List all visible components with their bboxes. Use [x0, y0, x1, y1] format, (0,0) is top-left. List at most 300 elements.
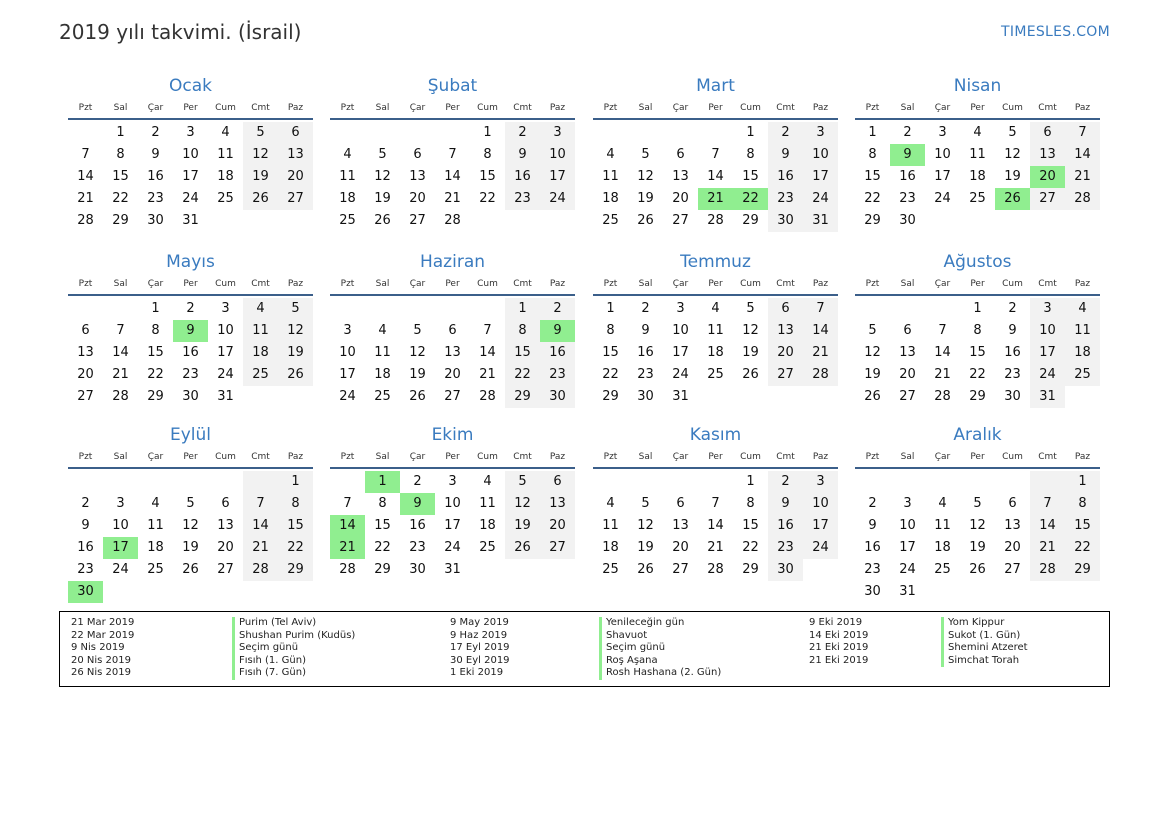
day-cell: 12	[742, 323, 759, 338]
weekday-label: Cum	[740, 452, 761, 462]
day-cell: 22	[147, 367, 164, 382]
weekday-header	[68, 447, 313, 469]
day-cell: 31	[1030, 386, 1065, 408]
day-cell: 25	[217, 191, 234, 206]
day-cell: 24	[182, 191, 199, 206]
day-cell: 5	[746, 301, 755, 316]
legend-date: 9 Haz 2019	[450, 629, 508, 641]
day-cell: 24	[672, 367, 689, 382]
legend-date: 30 Eyl 2019	[450, 654, 510, 666]
empty-cell	[400, 298, 435, 320]
day-cell: 31	[182, 213, 199, 228]
day-cell: 20	[278, 166, 313, 188]
weekday-label: Per	[970, 279, 985, 289]
weekday-header	[855, 447, 1100, 469]
day-cell: 8	[973, 323, 982, 338]
day-cell: 5	[973, 496, 982, 511]
legend-date: 22 Mar 2019	[71, 629, 135, 641]
day-cell: 10	[899, 518, 916, 533]
empty-cell	[628, 471, 663, 493]
day-cell: 15	[374, 518, 391, 533]
legend-holiday-name: Fısıh (1. Gün)	[232, 655, 355, 668]
weekday-label: Cmt	[1038, 103, 1057, 113]
day-cell: 20	[672, 191, 689, 206]
empty-cell	[68, 298, 103, 320]
day-cell: 18	[147, 540, 164, 555]
day-cell: 20	[217, 540, 234, 555]
day-grid	[330, 298, 575, 408]
day-cell: 26	[637, 562, 654, 577]
day-cell: 15	[969, 345, 986, 360]
day-cell: 9	[151, 147, 160, 162]
empty-cell	[365, 298, 400, 320]
day-cell: 22	[864, 191, 881, 206]
weekday-label: Sal	[638, 103, 653, 113]
day-cell: 7	[483, 323, 492, 338]
day-cell: 27	[672, 562, 689, 577]
day-cell: 28	[243, 559, 278, 581]
day-cell: 16	[899, 169, 916, 184]
weekday-header	[330, 98, 575, 120]
day-cell: 5	[378, 147, 387, 162]
day-cell: 12	[243, 144, 278, 166]
weekday-label: Cmt	[513, 103, 532, 113]
day-cell: 27	[1030, 188, 1065, 210]
day-cell: 13	[899, 345, 916, 360]
calendar-grid	[68, 74, 1102, 604]
weekday-header	[330, 447, 575, 469]
empty-cell	[68, 471, 103, 493]
empty-cell	[400, 122, 435, 144]
day-cell: 4	[221, 125, 230, 140]
weekday-label: Pzt	[78, 279, 93, 289]
day-cell: 8	[378, 496, 387, 511]
day-cell: 14	[1065, 144, 1100, 166]
day-cell: 9	[768, 144, 803, 166]
day-cell: 25	[479, 540, 496, 555]
empty-cell	[890, 298, 925, 320]
day-cell: 13	[444, 345, 461, 360]
day-cell: 20	[1004, 540, 1021, 555]
month-name: Nisan	[953, 76, 1002, 96]
legend-date: 21 Eki 2019	[809, 654, 869, 666]
day-cell: 11	[969, 147, 986, 162]
day-grid	[855, 471, 1100, 603]
day-cell: 9	[505, 144, 540, 166]
weekday-label: Per	[183, 103, 198, 113]
day-grid	[593, 471, 838, 581]
holiday-legend	[59, 611, 1110, 687]
day-cell: 14	[934, 345, 951, 360]
weekday-label: Cmt	[776, 279, 795, 289]
weekday-label: Sal	[900, 279, 915, 289]
day-cell: 27	[77, 389, 94, 404]
weekday-label: Paz	[287, 103, 304, 113]
day-cell: 3	[803, 471, 838, 493]
day-cell: 20	[77, 367, 94, 382]
empty-cell	[663, 471, 698, 493]
weekday-label: Per	[708, 452, 723, 462]
day-cell: 4	[483, 474, 492, 489]
day-cell: 3	[448, 474, 457, 489]
day-cell: 18	[217, 169, 234, 184]
day-cell: 1	[116, 125, 125, 140]
day-cell: 2	[186, 301, 195, 316]
day-cell: 20	[672, 540, 689, 555]
month-name: Kasım	[689, 425, 742, 445]
day-cell: 4	[973, 125, 982, 140]
day-cell: 7	[938, 323, 947, 338]
day-cell: 25	[1065, 364, 1100, 386]
day-cell: 9	[868, 518, 877, 533]
day-cell: 8	[746, 147, 755, 162]
holiday-day-cell: 9	[400, 493, 435, 515]
month-block	[68, 74, 313, 232]
weekday-label: Paz	[287, 452, 304, 462]
day-cell: 7	[1030, 493, 1065, 515]
day-cell: 1	[746, 125, 755, 140]
day-cell: 9	[641, 323, 650, 338]
day-cell: 13	[77, 345, 94, 360]
day-cell: 2	[413, 474, 422, 489]
month-block	[593, 250, 838, 408]
weekday-label: Paz	[812, 452, 829, 462]
day-cell: 4	[606, 147, 615, 162]
legend-holiday-name: Yom Kippur	[941, 617, 1028, 630]
day-cell: 21	[803, 342, 838, 364]
day-cell: 23	[77, 562, 94, 577]
day-cell: 1	[746, 474, 755, 489]
empty-cell	[925, 298, 960, 320]
weekday-label: Cum	[215, 103, 236, 113]
legend-date: 14 Eki 2019	[809, 629, 869, 641]
empty-cell	[890, 471, 925, 493]
day-cell: 24	[803, 188, 838, 210]
empty-cell	[208, 471, 243, 493]
day-cell: 3	[540, 122, 575, 144]
day-cell: 13	[1004, 518, 1021, 533]
day-cell: 24	[540, 188, 575, 210]
day-cell: 4	[151, 496, 160, 511]
day-cell: 5	[505, 471, 540, 493]
holiday-day-cell: 9	[173, 320, 208, 342]
day-cell: 6	[81, 323, 90, 338]
day-cell: 25	[602, 213, 619, 228]
day-cell: 31	[444, 562, 461, 577]
day-cell: 28	[1030, 559, 1065, 581]
legend-date: 21 Mar 2019	[71, 617, 135, 628]
day-cell: 19	[409, 367, 426, 382]
legend-holiday-name: Seçim günü	[599, 642, 721, 655]
day-cell: 5	[278, 298, 313, 320]
day-cell: 2	[505, 122, 540, 144]
legend-holiday-name: Purim (Tel Aviv)	[232, 617, 355, 630]
weekday-label: Cmt	[776, 103, 795, 113]
day-cell: 6	[768, 298, 803, 320]
weekday-label: Cum	[477, 452, 498, 462]
day-cell: 12	[374, 169, 391, 184]
day-cell: 22	[969, 367, 986, 382]
weekday-label: Pzt	[865, 279, 880, 289]
day-cell: 13	[672, 518, 689, 533]
holiday-day-cell: 26	[995, 188, 1030, 210]
day-cell: 28	[934, 389, 951, 404]
day-cell: 5	[243, 122, 278, 144]
month-name: Ekim	[431, 425, 474, 445]
day-cell: 15	[278, 515, 313, 537]
day-cell: 3	[903, 496, 912, 511]
day-cell: 12	[969, 518, 986, 533]
day-cell: 29	[147, 389, 164, 404]
weekday-label: Sal	[113, 452, 128, 462]
day-cell: 29	[864, 213, 881, 228]
day-cell: 8	[116, 147, 125, 162]
day-cell: 21	[479, 367, 496, 382]
day-cell: 15	[505, 342, 540, 364]
weekday-label: Çar	[147, 103, 164, 113]
day-cell: 6	[278, 122, 313, 144]
day-cell: 19	[278, 342, 313, 364]
weekday-label: Cum	[740, 279, 761, 289]
day-cell: 11	[479, 496, 496, 511]
day-cell: 22	[1065, 537, 1100, 559]
empty-cell	[435, 298, 470, 320]
day-cell: 15	[479, 169, 496, 184]
empty-cell	[663, 122, 698, 144]
day-cell: 31	[672, 389, 689, 404]
day-cell: 12	[182, 518, 199, 533]
day-cell: 16	[864, 540, 881, 555]
day-cell: 28	[1065, 188, 1100, 210]
weekday-label: Per	[445, 279, 460, 289]
day-cell: 30	[1004, 389, 1021, 404]
weekday-label: Sal	[113, 103, 128, 113]
day-cell: 15	[112, 169, 129, 184]
holiday-day-cell: 30	[68, 581, 103, 603]
day-cell: 23	[505, 188, 540, 210]
weekday-label: Per	[183, 452, 198, 462]
day-cell: 17	[444, 518, 461, 533]
day-cell: 14	[444, 169, 461, 184]
day-cell: 20	[444, 367, 461, 382]
day-cell: 10	[803, 493, 838, 515]
day-cell: 22	[602, 367, 619, 382]
day-cell: 1	[1065, 471, 1100, 493]
legend-holiday-name: Simchat Torah	[941, 655, 1028, 668]
day-cell: 4	[711, 301, 720, 316]
weekday-label: Çar	[672, 452, 689, 462]
day-cell: 8	[505, 320, 540, 342]
day-cell: 14	[112, 345, 129, 360]
day-cell: 9	[1008, 323, 1017, 338]
day-cell: 22	[505, 364, 540, 386]
day-cell: 3	[221, 301, 230, 316]
day-cell: 19	[1004, 169, 1021, 184]
day-cell: 14	[707, 169, 724, 184]
day-cell: 13	[672, 169, 689, 184]
day-cell: 11	[602, 518, 619, 533]
day-cell: 14	[803, 320, 838, 342]
weekday-label: Per	[970, 103, 985, 113]
empty-cell	[593, 471, 628, 493]
holiday-day-cell: 9	[540, 320, 575, 342]
site-link[interactable]: TIMESLES.COM	[1001, 24, 1110, 40]
weekday-label: Cum	[215, 452, 236, 462]
day-cell: 25	[602, 562, 619, 577]
day-cell: 13	[409, 169, 426, 184]
day-cell: 25	[707, 367, 724, 382]
day-cell: 10	[672, 323, 689, 338]
day-cell: 13	[540, 493, 575, 515]
weekday-label: Pzt	[340, 279, 355, 289]
day-cell: 15	[602, 345, 619, 360]
day-cell: 4	[378, 323, 387, 338]
day-cell: 10	[1030, 320, 1065, 342]
day-cell: 17	[672, 345, 689, 360]
weekday-label: Sal	[638, 279, 653, 289]
weekday-label: Sal	[375, 452, 390, 462]
day-cell: 7	[343, 496, 352, 511]
empty-cell	[103, 471, 138, 493]
weekday-label: Per	[708, 103, 723, 113]
weekday-label: Cum	[477, 103, 498, 113]
day-cell: 30	[637, 389, 654, 404]
day-cell: 25	[374, 389, 391, 404]
day-cell: 20	[768, 342, 803, 364]
day-cell: 3	[803, 122, 838, 144]
weekday-label: Paz	[812, 279, 829, 289]
day-cell: 2	[1008, 301, 1017, 316]
day-cell: 24	[339, 389, 356, 404]
day-cell: 9	[768, 493, 803, 515]
day-cell: 11	[602, 169, 619, 184]
weekday-label: Cum	[1002, 103, 1023, 113]
day-cell: 5	[1008, 125, 1017, 140]
weekday-label: Paz	[812, 103, 829, 113]
day-cell: 23	[768, 537, 803, 559]
weekday-label: Çar	[409, 279, 426, 289]
day-cell: 19	[637, 191, 654, 206]
day-cell: 22	[278, 537, 313, 559]
day-cell: 8	[746, 496, 755, 511]
empty-cell	[173, 471, 208, 493]
day-cell: 2	[81, 496, 90, 511]
weekday-label: Pzt	[865, 103, 880, 113]
weekday-header	[855, 98, 1100, 120]
day-cell: 19	[742, 345, 759, 360]
day-cell: 30	[768, 559, 803, 581]
weekday-label: Çar	[934, 452, 951, 462]
day-cell: 8	[278, 493, 313, 515]
legend-name-column	[599, 617, 721, 680]
empty-cell	[960, 471, 995, 493]
day-cell: 12	[278, 320, 313, 342]
day-cell: 23	[540, 364, 575, 386]
weekday-label: Cmt	[513, 452, 532, 462]
day-cell: 10	[112, 518, 129, 533]
day-cell: 15	[864, 169, 881, 184]
weekday-label: Cum	[1002, 452, 1023, 462]
day-cell: 31	[899, 584, 916, 599]
weekday-label: Sal	[375, 279, 390, 289]
day-cell: 11	[217, 147, 234, 162]
day-cell: 3	[343, 323, 352, 338]
day-cell: 29	[374, 562, 391, 577]
day-cell: 5	[641, 496, 650, 511]
day-cell: 22	[112, 191, 129, 206]
day-cell: 28	[803, 364, 838, 386]
day-cell: 16	[768, 166, 803, 188]
holiday-day-cell: 22	[733, 188, 768, 210]
day-cell: 28	[339, 562, 356, 577]
weekday-label: Sal	[375, 103, 390, 113]
empty-cell	[855, 471, 890, 493]
empty-cell	[330, 298, 365, 320]
day-cell: 8	[1065, 493, 1100, 515]
legend-date: 20 Nis 2019	[71, 654, 131, 666]
day-cell: 1	[973, 301, 982, 316]
day-cell: 11	[374, 345, 391, 360]
weekday-label: Per	[445, 452, 460, 462]
day-cell: 5	[186, 496, 195, 511]
day-cell: 27	[768, 364, 803, 386]
day-cell: 6	[676, 147, 685, 162]
holiday-day-cell: 9	[890, 144, 925, 166]
empty-cell	[1030, 471, 1065, 493]
legend-holiday-name: Shavuot	[599, 630, 721, 643]
day-cell: 27	[1004, 562, 1021, 577]
day-cell: 13	[1030, 144, 1065, 166]
day-cell: 7	[711, 496, 720, 511]
weekday-label: Per	[445, 103, 460, 113]
day-cell: 4	[938, 496, 947, 511]
month-block	[68, 250, 313, 408]
day-cell: 13	[217, 518, 234, 533]
day-cell: 6	[676, 496, 685, 511]
day-cell: 2	[768, 471, 803, 493]
day-cell: 10	[339, 345, 356, 360]
day-cell: 1	[505, 298, 540, 320]
day-cell: 31	[217, 389, 234, 404]
day-cell: 23	[147, 191, 164, 206]
day-cell: 19	[243, 166, 278, 188]
legend-holiday-name: Fısıh (7. Gün)	[232, 667, 355, 680]
day-cell: 6	[221, 496, 230, 511]
day-cell: 8	[151, 323, 160, 338]
weekday-label: Çar	[672, 279, 689, 289]
day-cell: 11	[147, 518, 164, 533]
empty-cell	[243, 471, 278, 493]
weekday-header	[593, 447, 838, 469]
day-cell: 27	[540, 537, 575, 559]
weekday-label: Sal	[638, 452, 653, 462]
day-cell: 19	[969, 540, 986, 555]
day-cell: 7	[243, 493, 278, 515]
legend-holiday-name: Seçim günü	[232, 642, 355, 655]
month-block	[330, 423, 575, 581]
day-cell: 19	[864, 367, 881, 382]
day-cell: 1	[868, 125, 877, 140]
weekday-label: Per	[708, 279, 723, 289]
day-cell: 10	[540, 144, 575, 166]
day-cell: 19	[182, 540, 199, 555]
holiday-day-cell: 17	[103, 537, 138, 559]
legend-holiday-name: Yenileceğin gün	[599, 617, 721, 630]
day-cell: 19	[505, 515, 540, 537]
day-cell: 25	[243, 364, 278, 386]
empty-cell	[330, 471, 365, 493]
legend-holiday-name: Rosh Hashana (2. Gün)	[599, 667, 721, 680]
